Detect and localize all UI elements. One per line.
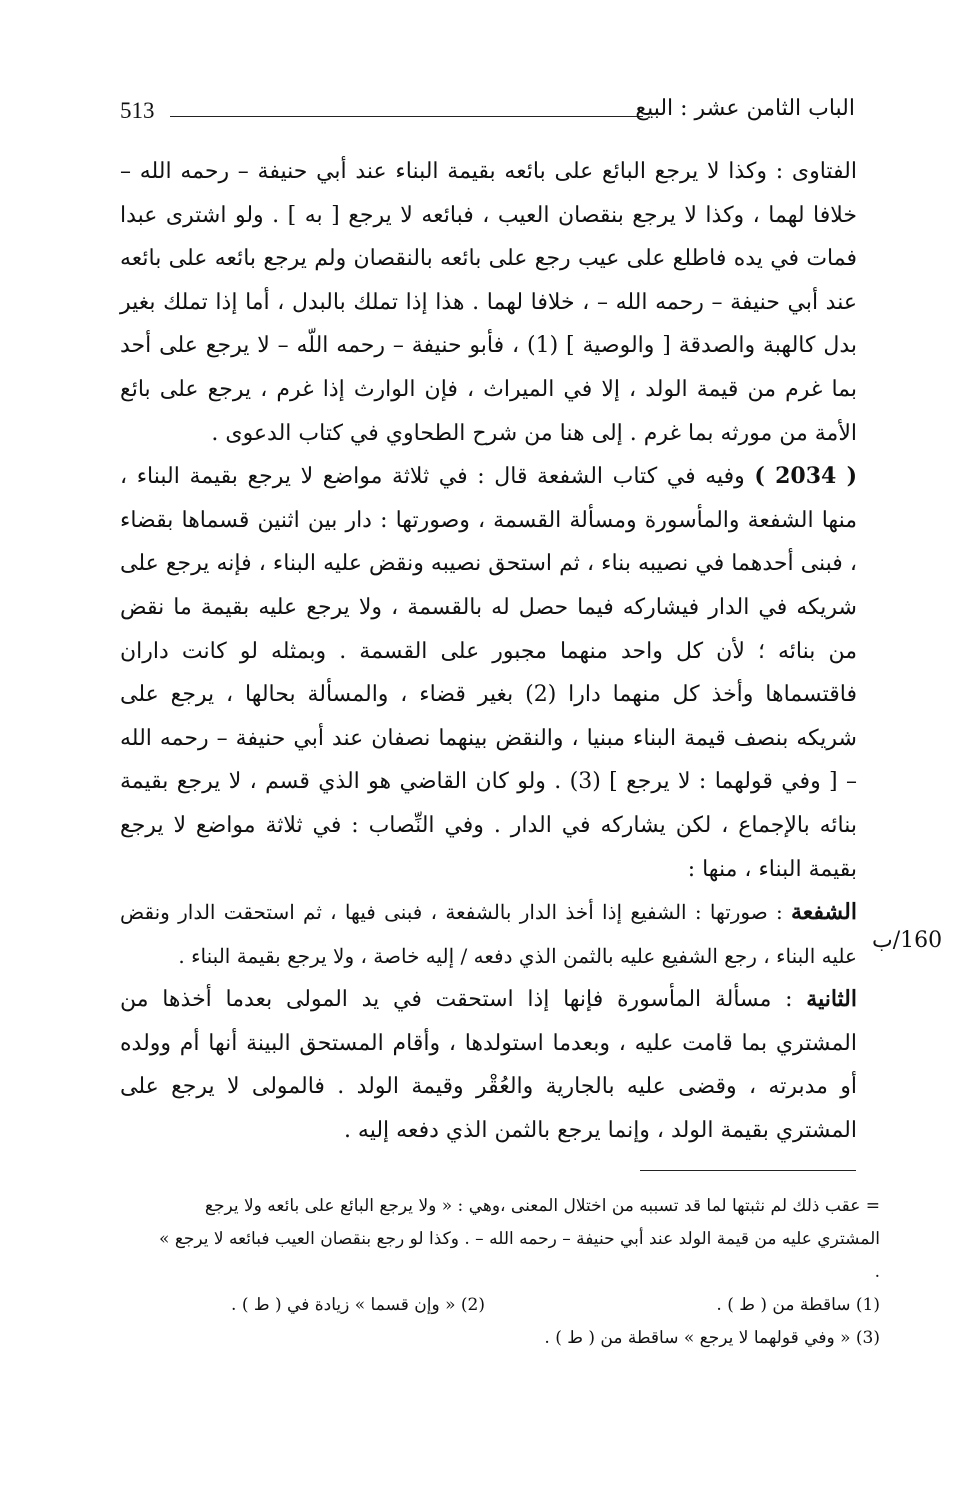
footnote-1: (1) ساقطة من ( ط ) . bbox=[716, 1295, 880, 1315]
section-label-shufa: الشفعة bbox=[791, 899, 857, 926]
paragraph-4 bbox=[120, 978, 857, 1152]
main-text bbox=[120, 150, 857, 1153]
footnote-continuation: = عقب ذلك لم نثبتها لما قد تسببه من اختلال المعنى ،وهي : « ولا يرجع البائع على بائعه ولا يرجع المشتري عليه من قيمة الولد عند أبي حنيفة – رحمه الله – . وكذا لو رجع بنقصان العيب فبائعه لا يرجع » . bbox=[159, 1196, 880, 1282]
paragraph-4-text: : مسألة المأسورة فإنها إذا استحقت في يد المولى بعدما أخذها من المشتري بما قامت عليه ، وبعدما استولدها ، وأقام المستحق البينة أنها أم وولده أو مدبرته ، وقضى عليه بالجارية والعُقْر وقيمة الولد . فالمولى لا يرجع على المشتري بقيمة الولد ، وإنما يرجع بالثمن الذي دفعه إليه . bbox=[120, 987, 857, 1144]
page-number: 513 bbox=[120, 98, 155, 123]
paragraph-1: الفتاوى : وكذا لا يرجع البائع على بائعه بقيمة البناء عند أبي حنيفة – رحمه الله – خلافا لهما ، وكذا لا يرجع بنقصان العيب ، فبائعه لا يرجع [ به ] . ولو اشترى عبدا فمات في يده فاطلع على عيب رجع على بائعه بالنقصان ولم يرجع بائعه على بائعه عند أبي حنيفة – رحمه الله – ، خلافا لهما . هذا إذا تملك بالبدل ، أما إذا تملك بغير بدل كالهبة والصدقة [ والوصية ] (1) ، فأبو حنيفة – رحمه اللّه – لا يرجع على أحد بما غرم من قيمة الولد ، إلا في الميراث ، فإن الوارث إذا غرم ، يرجع على بائع الأمة من مورثه بما غرم . إلى هنا من شرح الطحاوي في كتاب الدعوى . bbox=[120, 159, 857, 446]
paragraph-2 bbox=[120, 455, 857, 891]
footnote-row bbox=[150, 1289, 880, 1322]
footnote-separator bbox=[640, 1170, 856, 1171]
page-header bbox=[120, 96, 855, 136]
footnote-2: (2) « وإن قسما » زيادة في ( ط ) . bbox=[231, 1295, 485, 1315]
footnotes bbox=[150, 1190, 880, 1355]
footnote-3: (3) « وفي قولهما لا يرجع » ساقطة من ( ط ) . bbox=[544, 1328, 880, 1348]
paragraph-3-text: : صورتها : الشفيع إذا أخذ الدار بالشفعة ، فبنى فيها ، ثم استحقت الدار ونقض عليه البناء ، رجع الشفيع عليه بالثمن الذي دفعه / إليه خاصة ، ولا يرجع بقيمة البناء . bbox=[120, 900, 857, 968]
paragraph-2-text: وفيه في كتاب الشفعة قال : في ثلاثة مواضع لا يرجع بقيمة البناء ، منها الشفعة والمأسورة ومسألة القسمة ، وصورتها : دار بين اثنين قسماها بقضاء ، فبنى أحدهما في نصيبه بناء ، ثم استحق نصيبه ونقض عليه البناء ، فإنه يرجع على شريكه في الدار فيشاركه فيما حصل له بالقسمة ، ولا يرجع عليه بقيمة ما نقض من بنائه ؛ لأن كل واحد منهما مجبور على القسمة . وبمثله لو كانت داران فاقتسماها وأخذ كل منهما دارا (2) بغير قضاء ، والمسألة بحالها ، يرجع على شريكه بنصف قيمة البناء مبنيا ، والنقض بينهما نصفان عند أبي حنيفة – رحمه الله – [ وفي قولهما : لا يرجع ] (3) . ولو كان القاضي هو الذي قسم ، لا يرجع بقيمة بنائه بالإجماع ، لكن يشاركه في الدار . وفي النِّصاب : في ثلاثة مواضع لا يرجع بقيمة البناء ، منها : bbox=[120, 464, 857, 882]
paragraph-3 bbox=[120, 891, 857, 978]
entry-number: ( 2034 ) bbox=[754, 463, 858, 490]
chapter-title: الباب الثامن عشر : البيع bbox=[635, 96, 855, 121]
section-label-second: الثانية bbox=[806, 986, 857, 1013]
header-rule bbox=[170, 116, 643, 117]
manuscript-folio-note: 160/ب bbox=[872, 928, 943, 953]
